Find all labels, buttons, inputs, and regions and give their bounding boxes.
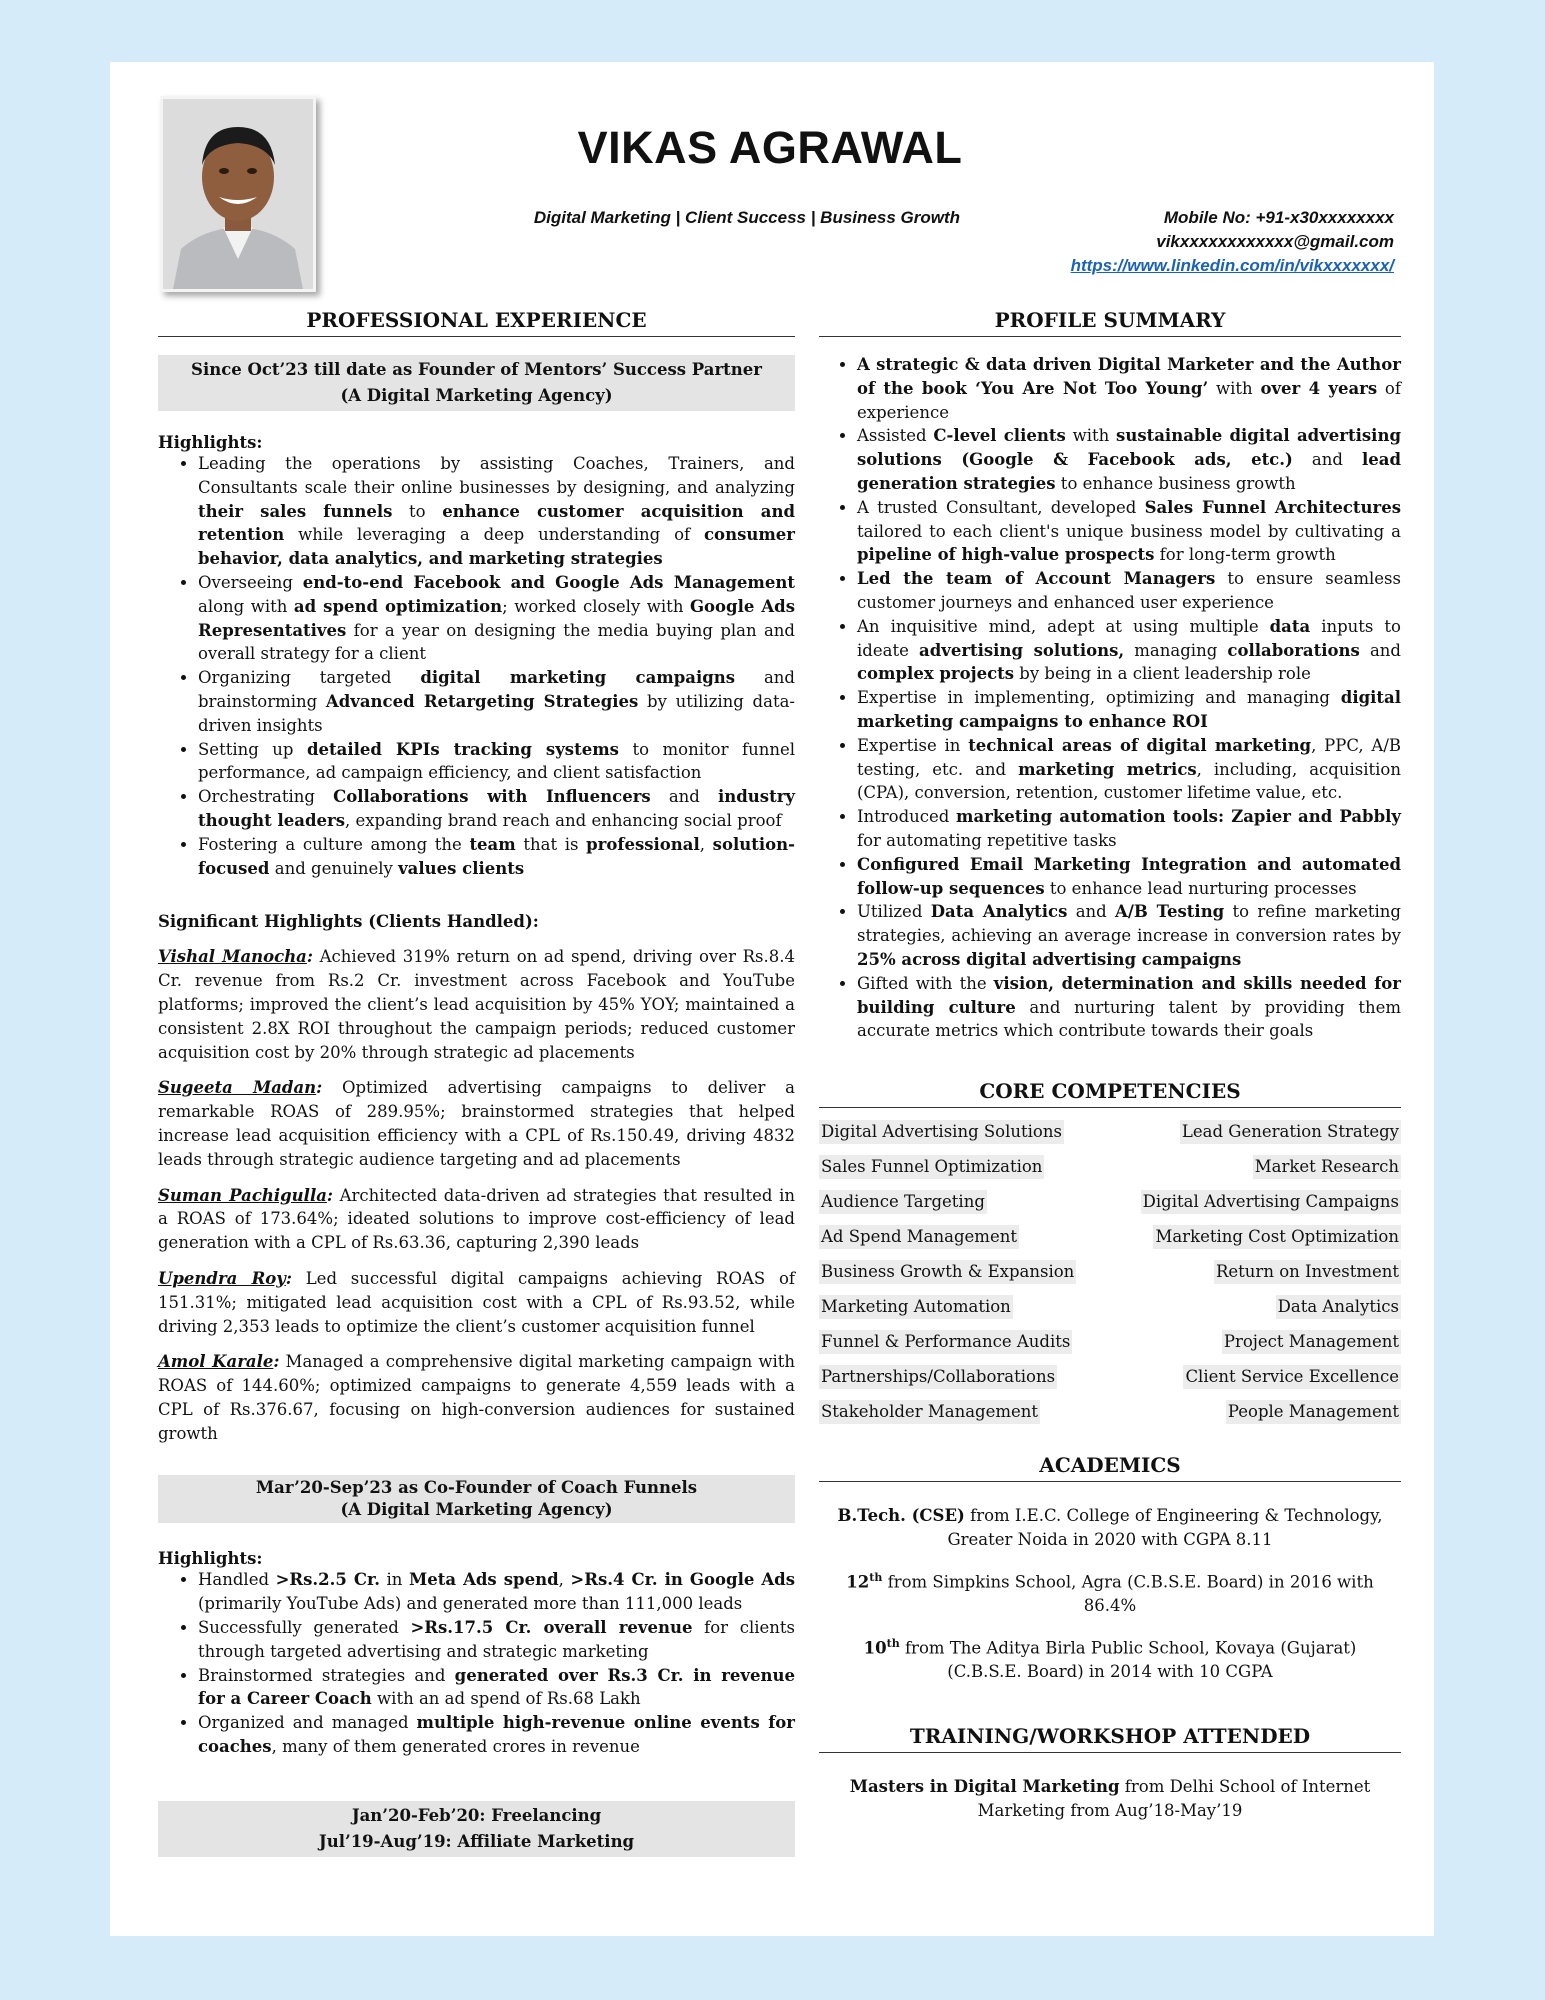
course-name: Masters in Digital Marketing	[849, 1776, 1120, 1796]
role1-highlights-list	[158, 452, 795, 880]
course-details: from Delhi School of Internet Marketing from Aug’18-May’19	[977, 1776, 1371, 1820]
academic-entry-12th	[819, 1566, 1401, 1618]
client-entry: Upendra Roy: Led successful digital campaigns achieving ROAS of 151.31%; mitigated lead acquisition cost with a CPL of Rs.93.52, while driving 2,353 leads to optimize the client’s customer acquisition funnel	[158, 1268, 795, 1336]
competency-row	[819, 1155, 1401, 1190]
academic-entry-btech	[819, 1504, 1401, 1552]
competency-item: Funnel & Performance Audits	[819, 1330, 1072, 1354]
competency-row	[819, 1330, 1401, 1365]
section-title-training: TRAINING/WORKSHOP ATTENDED	[819, 1724, 1401, 1753]
competency-item: Client Service Excellence	[1183, 1365, 1401, 1389]
email-address: vikxxxxxxxxxxxx@gmail.com	[1156, 232, 1394, 251]
client-entry: Sugeeta Madan: Optimized advertising campaigns to deliver a remarkable ROAS of 289.95%; brainstormed strategies that helped increase lead acquisition efficiency with a CPL of Rs.150.49, driving 4832 leads through strategic audience targeting and ad placements	[158, 1078, 795, 1169]
competency-item: Digital Advertising Solutions	[819, 1120, 1064, 1144]
section-title-profile: PROFILE SUMMARY	[819, 308, 1401, 337]
experience-column	[158, 308, 795, 1857]
competency-item: People Management	[1226, 1400, 1401, 1424]
highlights-label: Highlights:	[158, 433, 263, 452]
client-text: Managed a comprehensive digital marketing campaign with ROAS of 144.60%; optimized campaigns to generate 4,559 leads with a CPL of Rs.376.67, focusing on high-conversion audiences for sustained growth	[158, 1352, 795, 1443]
degree-details: from I.E.C. College of Engineering & Technology, Greater Noida in 2020 with CGPA 8.11	[947, 1506, 1383, 1549]
ordinal-suffix: th	[886, 1636, 900, 1650]
role-line: Mar’20-Sep’23 as Co-Founder of Coach Funnels	[255, 1478, 698, 1498]
tagline: Digital Marketing | Client Success | Business Growth	[533, 208, 960, 227]
degree-name: B.Tech. (CSE)	[837, 1506, 965, 1526]
competency-item: Ad Spend Management	[819, 1225, 1019, 1249]
section-title-experience: PROFESSIONAL EXPERIENCE	[158, 308, 795, 337]
competency-item: Market Research	[1253, 1155, 1401, 1179]
client-text: Achieved 319% return on ad spend, driving over Rs.8.4 Cr. revenue from Rs.2 Cr. investment across Facebook and YouTube platforms; improved the client’s lead acquisition by 45% YOY; maintained a consistent 2.8X ROI throughout the campaign periods; reduced customer acquisition cost by 20% through strategic ad placements	[158, 947, 795, 1062]
client-entry: Suman Pachigulla: Architected data-driven ad strategies that resulted in a ROAS of 173.64%; ideated solutions to improve cost-efficiency of lead generation with a CPL of Rs.63.36, capturing 2,390 leads	[158, 1185, 796, 1253]
role-line: (A Digital Marketing Agency)	[340, 1500, 613, 1520]
competency-item: Marketing Cost Optimization	[1153, 1225, 1401, 1249]
list-item: • Utilized Data Analytics and A/B Testing to refine marketing strategies, achieving an average increase in conversion rates by 25% across digital advertising campaigns	[857, 900, 1401, 971]
list-item: • Handled >Rs.2.5 Cr. in Meta Ads spend, >Rs.4 Cr. in Google Ads (primarily YouTube Ads) and generated more than 111,000 leads	[198, 1568, 795, 1616]
client-name: Upendra Roy	[158, 1268, 286, 1288]
client-entry: Vishal Manocha: Achieved 319% return on ad spend, driving over Rs.8.4 Cr. revenue from Rs.2 Cr. investment across Facebook and YouTube platforms; improved the client’s lead acquisition by 45% YOY; maintained a consistent 2.8X ROI throughout the campaign periods; reduced customer acquisition cost by 20% through strategic ad placements	[158, 947, 795, 1062]
section-title-academics: ACADEMICS	[819, 1453, 1401, 1482]
competency-item: Lead Generation Strategy	[1180, 1120, 1401, 1144]
competency-row	[819, 1225, 1401, 1260]
degree-details: from Simpkins School, Agra (C.B.S.E. Board) in 2016 with 86.4%	[882, 1572, 1374, 1615]
competency-row	[819, 1365, 1401, 1400]
client-text: Architected data-driven ad strategies that resulted in a ROAS of 173.64%; ideated solutions to improve cost-efficiency of lead generation with a CPL of Rs.63.36, capturing 2,390 leads	[158, 1185, 796, 1253]
list-item: • A strategic & data driven Digital Marketer and the Author of the book ‘You Are Not Too Young’ with over 4 years of experience	[857, 353, 1401, 424]
competency-item: Partnerships/Collaborations	[819, 1365, 1057, 1389]
competency-item: Stakeholder Management	[819, 1400, 1040, 1424]
client-text: Led successful digital campaigns achieving ROAS of 151.31%; mitigated lead acquisition cost with a CPL of Rs.93.52, while driving 2,353 leads to optimize the client’s customer acquisition funnel	[158, 1268, 795, 1336]
candidate-name: VIKAS AGRAWAL	[577, 122, 963, 173]
client-name: Sugeeta Madan	[158, 1078, 317, 1098]
role-header-coach-funnels	[158, 1475, 795, 1523]
list-item: • Led the team of Account Managers to ensure seamless customer journeys and enhanced user experience	[857, 567, 1401, 615]
role-line: Jul’19-Aug’19: Affiliate Marketing	[318, 1831, 635, 1851]
significant-highlights-label: Significant Highlights (Clients Handled):	[158, 912, 539, 932]
competency-row	[819, 1120, 1401, 1155]
list-item: • Assisted C-level clients with sustainable digital advertising solutions (Google & Facebook ads, etc.) and lead generation strategies to enhance business growth	[857, 424, 1401, 495]
list-item: • Fostering a culture among the team that is professional, solution-focused and genuinely values clients	[198, 833, 795, 881]
competency-row	[819, 1400, 1401, 1435]
list-item: • Introduced marketing automation tools: Zapier and Pabbly for automating repetitive tasks	[857, 805, 1401, 853]
competency-item: Data Analytics	[1276, 1295, 1401, 1319]
linkedin-link[interactable]: https://www.linkedin.com/in/vikxxxxxxx/	[1070, 256, 1394, 275]
competency-item: Business Growth & Expansion	[819, 1260, 1076, 1284]
degree-details: from The Aditya Birla Public School, Kovaya (Gujarat) (C.B.S.E. Board) in 2014 with 10 CGPA	[899, 1638, 1357, 1682]
list-item: • Successfully generated >Rs.17.5 Cr. overall revenue for clients through targeted advertising and strategic marketing	[198, 1616, 795, 1664]
competency-item: Sales Funnel Optimization	[819, 1155, 1044, 1179]
competency-item: Audience Targeting	[819, 1190, 987, 1214]
role-line: Jan’20-Feb’20: Freelancing	[351, 1805, 602, 1825]
profile-photo-image	[163, 99, 313, 289]
list-item: • Expertise in technical areas of digital marketing, PPC, A/B testing, etc. and marketing metrics, including, acquisition (CPA), conversion, retention, customer lifetime value, etc.	[857, 734, 1401, 805]
contact-block	[1071, 206, 1394, 278]
profile-photo	[160, 96, 316, 292]
list-item: • Configured Email Marketing Integration and automated follow-up sequences to enhance lead nurturing processes	[857, 853, 1401, 901]
list-item: • Overseeing end-to-end Facebook and Google Ads Management along with ad spend optimization; worked closely with Google Ads Representatives for a year on designing the media buying plan and overall strategy for a client	[198, 571, 795, 666]
role-line: (A Digital Marketing Agency)	[340, 386, 613, 405]
role2-highlights-list	[158, 1568, 795, 1758]
list-item: • Orchestrating Collaborations with Influencers and industry thought leaders, expanding brand reach and enhancing social proof	[198, 785, 795, 833]
list-item: • Organized and managed multiple high-revenue online events for coaches, many of them generated crores in revenue	[198, 1711, 795, 1759]
training-entry	[819, 1775, 1401, 1823]
client-entry: Amol Karale: Managed a comprehensive digital marketing campaign with ROAS of 144.60%; optimized campaigns to generate 4,559 leads with a CPL of Rs.376.67, focusing on high-conversion audiences for sustained growth	[158, 1352, 795, 1443]
competency-row	[819, 1295, 1401, 1330]
highlights-label: Highlights:	[158, 1549, 263, 1569]
list-item: • Expertise in implementing, optimizing and managing digital marketing campaigns to enhance ROI	[857, 686, 1401, 734]
degree-name: 10	[863, 1638, 887, 1658]
competency-item: Digital Advertising Campaigns	[1141, 1190, 1401, 1214]
list-item: • A trusted Consultant, developed Sales Funnel Architectures tailored to each client's unique business model by cultivating a pipeline of high-value prospects for long-term growth	[857, 496, 1401, 567]
list-item: • Gifted with the vision, determination and skills needed for building culture and nurturing talent by providing them accurate metrics which contribute towards their goals	[857, 972, 1401, 1043]
competency-item: Marketing Automation	[819, 1295, 1013, 1319]
list-item: • An inquisitive mind, adept at using multiple data inputs to ideate advertising solutions, managing collaborations and complex projects by being in a client leadership role	[857, 615, 1401, 686]
degree-name: 12	[846, 1572, 870, 1592]
list-item: • Leading the operations by assisting Coaches, Trainers, and Consultants scale their online businesses by designing, and analyzing their sales funnels to enhance customer acquisition and retention while leveraging a deep understanding of consumer behavior, data analytics, and marketing strategies	[198, 452, 795, 571]
competency-item: Project Management	[1222, 1330, 1401, 1354]
role-header-mentors	[158, 355, 795, 411]
client-name: Vishal Manocha	[158, 947, 307, 967]
competency-item: Return on Investment	[1214, 1260, 1401, 1284]
summary-column	[819, 308, 1401, 1822]
mobile-number: Mobile No: +91-x30xxxxxxxx	[1163, 208, 1394, 227]
resume-page	[110, 62, 1434, 1936]
profile-summary-list	[819, 353, 1401, 1043]
ordinal-suffix: th	[869, 1570, 883, 1584]
academic-entry-10th	[819, 1632, 1401, 1684]
competencies-grid	[819, 1120, 1401, 1435]
list-item: • Organizing targeted digital marketing campaigns and brainstorming Advanced Retargeting Strategies by utilizing data-driven insights	[198, 666, 795, 737]
competency-row	[819, 1190, 1401, 1225]
list-item: • Brainstormed strategies and generated over Rs.3 Cr. in revenue for a Career Coach with an ad spend of Rs.68 Lakh	[198, 1664, 795, 1712]
client-name: Suman Pachigulla	[158, 1185, 327, 1205]
section-title-competencies: CORE COMPETENCIES	[819, 1079, 1401, 1108]
list-item: • Setting up detailed KPIs tracking systems to monitor funnel performance, ad campaign efficiency, and client satisfaction	[198, 738, 795, 786]
client-text: Optimized advertising campaigns to deliver a remarkable ROAS of 289.95%; brainstormed strategies that helped increase lead acquisition efficiency with a CPL of Rs.150.49, driving 4832 leads through strategic audience targeting and ad placements	[158, 1078, 795, 1169]
role-line: Since Oct’23 till date as Founder of Mentors’ Success Partner	[191, 360, 762, 379]
client-name: Amol Karale	[158, 1352, 274, 1372]
competency-row	[819, 1260, 1401, 1295]
role-header-freelancing	[158, 1801, 795, 1857]
